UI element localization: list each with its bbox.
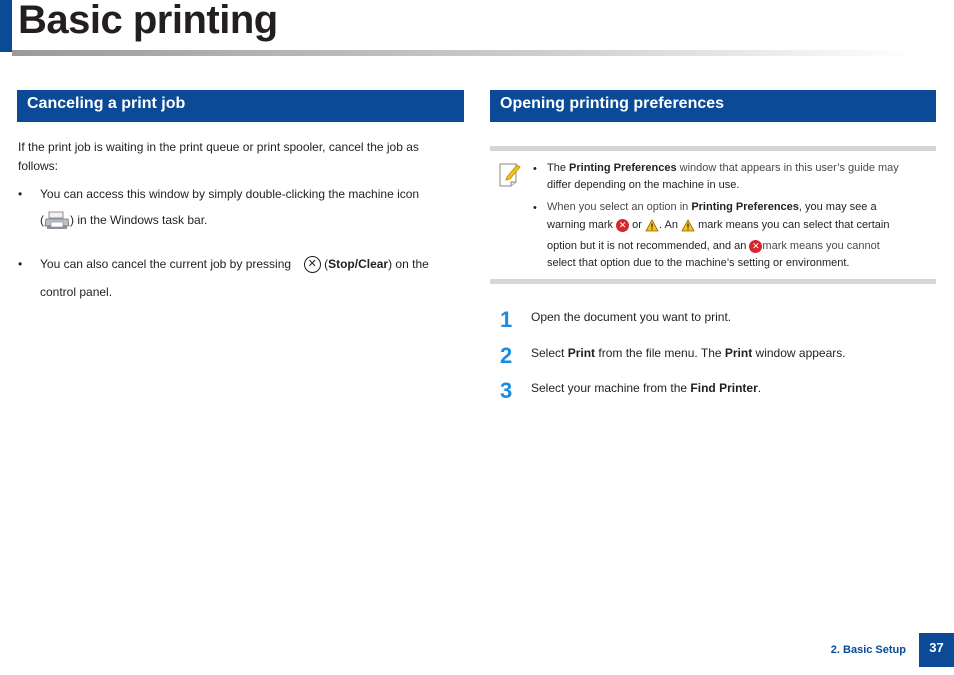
bullet2-post: ) on the bbox=[388, 257, 429, 271]
page-number: 37 bbox=[919, 633, 954, 667]
note2-warning-meaning: mark means you can select that certain bbox=[698, 219, 890, 231]
error-x-icon: ✕ bbox=[616, 219, 629, 232]
step-number-2: 2 bbox=[500, 343, 513, 368]
note-box bbox=[490, 146, 936, 284]
note2-bold: Printing Preferences bbox=[691, 201, 799, 213]
bullet2-line2: control panel. bbox=[40, 285, 113, 299]
printer-icon bbox=[44, 211, 70, 231]
bullet1-line2 bbox=[40, 211, 207, 231]
note2-line2 bbox=[547, 217, 889, 234]
note1-post: window that appears in this user’s guide may bbox=[676, 162, 899, 174]
error-x-icon: ✕ bbox=[749, 240, 762, 253]
step-number-3: 3 bbox=[500, 378, 513, 403]
note2-pre: When you select an option in bbox=[547, 201, 692, 213]
step-2-bold: Print bbox=[567, 346, 596, 360]
step-2-mid: from the file menu. The bbox=[595, 346, 725, 360]
step-2-pre: Select bbox=[531, 346, 568, 360]
note1-pre: The bbox=[547, 162, 570, 174]
step-2-post: window appears. bbox=[752, 346, 846, 360]
note1-line1 bbox=[547, 160, 899, 177]
step-number-1: 1 bbox=[500, 307, 513, 332]
step-2-text bbox=[531, 346, 846, 360]
title-underline bbox=[12, 50, 917, 56]
title-accent-bar bbox=[0, 0, 12, 52]
step-1-pre: Open the document you want to print. bbox=[531, 310, 732, 324]
bullet-marker: • bbox=[18, 257, 23, 271]
stop-clear-icon: ✕ bbox=[304, 256, 321, 273]
bullet2-line1 bbox=[40, 255, 460, 274]
note2-or: or bbox=[632, 219, 642, 231]
bullet1-line2-text: ) in the Windows task bar. bbox=[70, 213, 208, 228]
bullet2-open-paren: ( bbox=[324, 257, 329, 271]
step-1-text bbox=[531, 310, 731, 324]
bullet2-pre: You can also cancel the current job by pressing bbox=[40, 257, 292, 271]
note2-line1 bbox=[547, 199, 877, 216]
note2-cannot: mark means you cannot bbox=[762, 240, 880, 252]
warning-triangle-icon bbox=[645, 219, 659, 232]
section-header-preferences: Opening printing preferences bbox=[490, 90, 936, 122]
note-bullet: • bbox=[533, 202, 537, 214]
step-2-bold2: Print bbox=[724, 346, 753, 360]
warning-triangle-icon bbox=[681, 219, 695, 232]
note2-line4: select that option due to the machine’s setting or environment. bbox=[547, 257, 850, 269]
bullet1-line1: You can access this window by simply double-clicking the machine icon bbox=[40, 187, 420, 201]
section-header-canceling: Canceling a print job bbox=[17, 90, 464, 122]
note2-not-recommended: option but it is not recommended, and an bbox=[547, 240, 747, 252]
step-3-text bbox=[531, 381, 761, 395]
bullet1-open-paren: ( bbox=[40, 213, 44, 228]
footer-chapter-label: 2. Basic Setup bbox=[830, 644, 906, 656]
bullet-marker: • bbox=[18, 187, 23, 201]
note1-line2: differ depending on the machine in use. bbox=[547, 179, 740, 191]
intro-line-1: If the print job is waiting in the print queue or print spooler, cancel the job as bbox=[18, 140, 419, 154]
stop-clear-label: Stop/Clear bbox=[328, 257, 389, 271]
note2-an: . An bbox=[659, 219, 678, 231]
intro-line-2: follows: bbox=[18, 159, 59, 173]
page-title: Basic printing bbox=[18, 0, 278, 42]
note2-line3 bbox=[547, 238, 880, 255]
step-3-post: . bbox=[757, 381, 762, 395]
note-pencil-icon bbox=[498, 161, 522, 187]
step-3-pre: Select your machine from the bbox=[531, 381, 691, 395]
note1-bold: Printing Preferences bbox=[569, 162, 677, 174]
step-3-bold: Find Printer bbox=[690, 381, 758, 395]
note2-post: , you may see a bbox=[798, 201, 877, 213]
note-bullet: • bbox=[533, 163, 537, 175]
note2-warning-mark-text: warning mark bbox=[547, 219, 614, 231]
